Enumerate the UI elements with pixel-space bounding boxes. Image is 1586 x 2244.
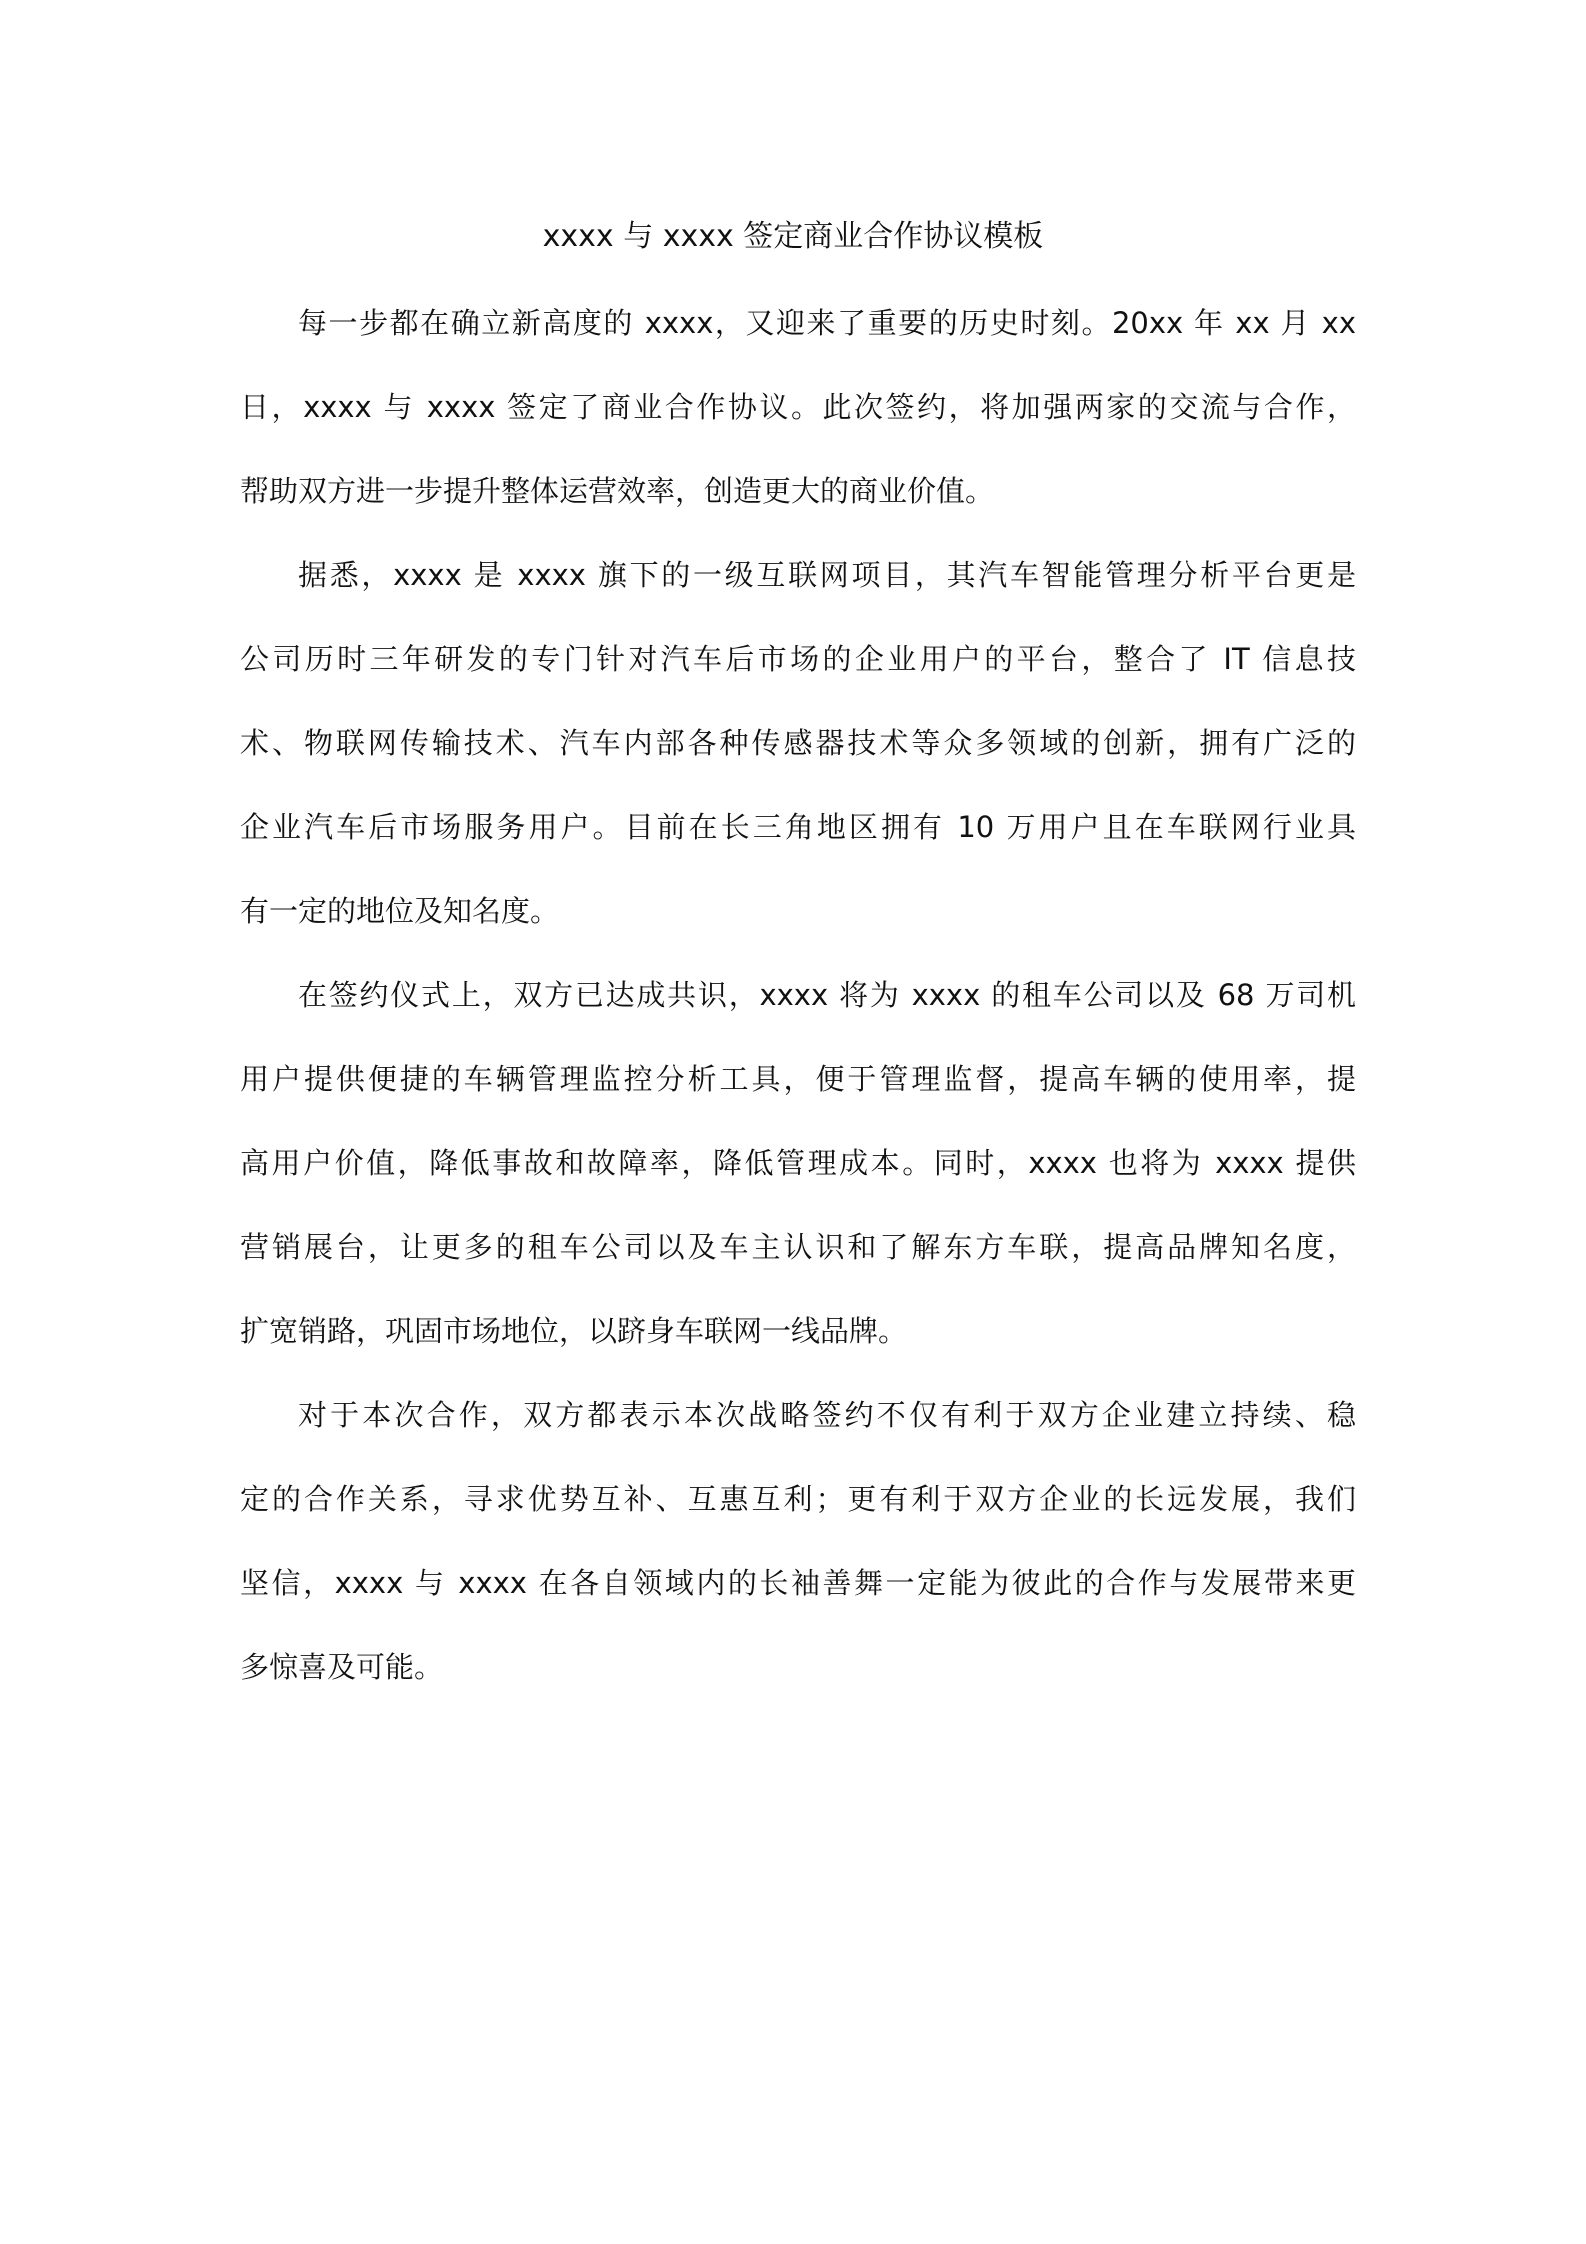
paragraph-line: 日，xxxx 与 xxxx 签定了商业合作协议。此次签约，将加强两家的交流与合作， (240, 390, 1356, 424)
paragraph-line: 帮助双方进一步提升整体运营效率，创造更大的商业价值。 (240, 474, 995, 508)
paragraph-line: 据悉，xxxx 是 xxxx 旗下的一级互联网项目，其汽车智能管理分析平台更是 (298, 558, 1356, 592)
paragraph-line: 坚信，xxxx 与 xxxx 在各自领域内的长袖善舞一定能为彼此的合作与发展带来更 (240, 1566, 1356, 1600)
paragraph-line: 用户提供便捷的车辆管理监控分析工具，便于管理监督，提高车辆的使用率，提 (240, 1062, 1356, 1096)
paragraph (240, 1388, 1356, 1724)
paragraph-line: 每一步都在确立新高度的 xxxx，又迎来了重要的历史时刻。20xx 年 xx 月 xx (298, 306, 1356, 340)
paragraph (240, 296, 1356, 548)
paragraph-line: 对于本次合作，双方都表示本次战略签约不仅有利于双方企业建立持续、稳 (298, 1398, 1356, 1432)
paragraph-line: 扩宽销路，巩固市场地位，以跻身车联网一线品牌。 (240, 1314, 908, 1348)
document-title: xxxx 与 xxxx 签定商业合作协议模板 (542, 219, 1044, 254)
paragraph-line: 在签约仪式上，双方已达成共识，xxxx 将为 xxxx 的租车公司以及 68 万司机 (298, 978, 1356, 1012)
paragraph-line: 营销展台，让更多的租车公司以及车主认识和了解东方车联，提高品牌知名度， (240, 1230, 1356, 1264)
paragraph-line: 公司历时三年研发的专门针对汽车后市场的企业用户的平台，整合了 IT 信息技 (240, 642, 1356, 676)
paragraph (240, 548, 1356, 968)
document-body (240, 296, 1356, 1724)
paragraph-line: 术、物联网传输技术、汽车内部各种传感器技术等众多领域的创新，拥有广泛的 (240, 726, 1356, 760)
paragraph-line: 高用户价值，降低事故和故障率，降低管理成本。同时，xxxx 也将为 xxxx 提供 (240, 1146, 1356, 1180)
paragraph-line: 有一定的地位及知名度。 (240, 894, 560, 928)
paragraph-line: 企业汽车后市场服务用户。目前在长三角地区拥有 10 万用户且在车联网行业具 (240, 810, 1356, 844)
paragraph-line: 多惊喜及可能。 (240, 1650, 444, 1684)
paragraph-line: 定的合作关系，寻求优势互补、互惠互利；更有利于双方企业的长远发展，我们 (240, 1482, 1356, 1516)
paragraph (240, 968, 1356, 1388)
